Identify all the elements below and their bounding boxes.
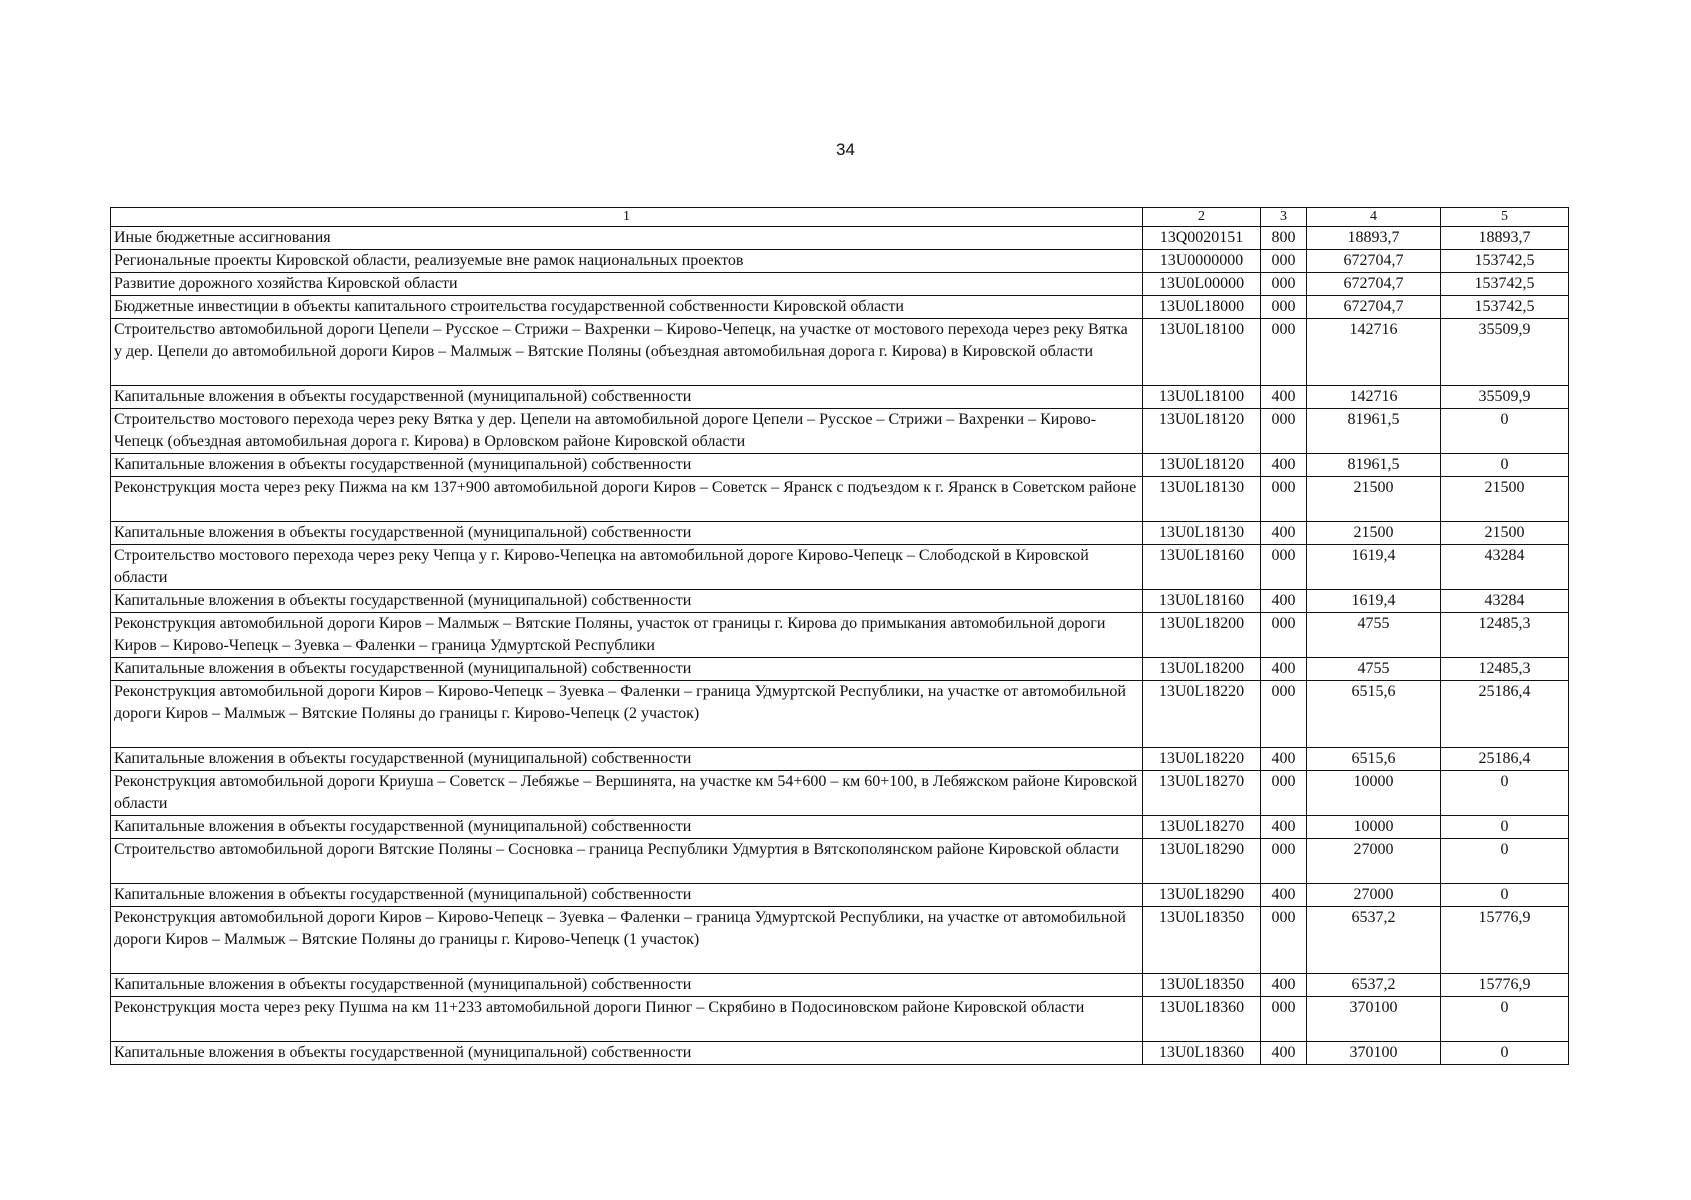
row-code-cell: 13U0L18350 [1143, 974, 1261, 997]
row-value-5-cell: 21500 [1441, 477, 1569, 522]
row-name-cell: Капитальные вложения в объекты государственной (муниципальной) собственности [111, 884, 1143, 907]
row-value-4-cell: 10000 [1307, 771, 1441, 816]
row-code-cell: 13U0L18100 [1143, 386, 1261, 409]
row-name-cell: Бюджетные инвестиции в объекты капитального строительства государственной собственности Кировской области [111, 296, 1143, 319]
row-value-4-cell: 27000 [1307, 884, 1441, 907]
row-type-cell: 000 [1261, 319, 1307, 386]
table-row [111, 386, 1569, 409]
row-value-4-cell: 21500 [1307, 522, 1441, 545]
table-row [111, 816, 1569, 839]
row-value-4-cell: 81961,5 [1307, 454, 1441, 477]
row-code-cell: 13U0L18160 [1143, 545, 1261, 590]
row-name-cell: Капитальные вложения в объекты государственной (муниципальной) собственности [111, 1042, 1143, 1065]
row-value-4-cell: 10000 [1307, 816, 1441, 839]
column-header-5: 5 [1441, 208, 1569, 227]
row-value-5-cell: 35509,9 [1441, 386, 1569, 409]
row-name-cell: Строительство мостового перехода через реку Вятка у дер. Цепели на автомобильной дороге Цепели – Русское – Стрижи – Вахренки – Кирово-Чепецк (объездная автомобильная дорога г. Кирова) в Орловском районе Кировской области [111, 409, 1143, 454]
row-value-5-cell: 25186,4 [1441, 681, 1569, 748]
row-name-cell: Развитие дорожного хозяйства Кировской области [111, 273, 1143, 296]
row-type-cell: 000 [1261, 273, 1307, 296]
row-value-5-cell: 153742,5 [1441, 250, 1569, 273]
row-name-cell: Реконструкция автомобильной дороги Киров – Кирово-Чепецк – Зуевка – Фаленки – граница Удмуртской Республики, на участке от автомобильной дороги Киров – Малмыж – Вятские Поляны до границы г. Кирово-Чепецк (1 участок) [111, 907, 1143, 974]
row-value-5-cell: 153742,5 [1441, 273, 1569, 296]
column-header-1: 1 [111, 208, 1143, 227]
row-value-5-cell: 153742,5 [1441, 296, 1569, 319]
row-value-5-cell: 25186,4 [1441, 748, 1569, 771]
row-code-cell: 13U0L18290 [1143, 884, 1261, 907]
row-value-4-cell: 370100 [1307, 1042, 1441, 1065]
row-type-cell: 000 [1261, 681, 1307, 748]
row-type-cell: 000 [1261, 477, 1307, 522]
row-value-5-cell: 12485,3 [1441, 658, 1569, 681]
row-name-cell: Строительство автомобильной дороги Цепели – Русское – Стрижи – Вахренки – Кирово-Чепецк, на участке от мостового перехода через реку Вятка у дер. Цепели до автомобильной дороги Киров – Малмыж – Вятские Поляны (объездная автомобильная дорога г. Кирова) в Кировской области [111, 319, 1143, 386]
row-name-cell: Капитальные вложения в объекты государственной (муниципальной) собственности [111, 658, 1143, 681]
row-value-4-cell: 1619,4 [1307, 545, 1441, 590]
row-type-cell: 000 [1261, 613, 1307, 658]
row-code-cell: 13U0L18220 [1143, 681, 1261, 748]
row-code-cell: 13U0L18100 [1143, 319, 1261, 386]
row-name-cell: Региональные проекты Кировской области, реализуемые вне рамок национальных проектов [111, 250, 1143, 273]
table-row [111, 907, 1569, 974]
table-header-row [111, 208, 1569, 227]
row-value-4-cell: 672704,7 [1307, 296, 1441, 319]
table-row [111, 477, 1569, 522]
row-value-4-cell: 81961,5 [1307, 409, 1441, 454]
row-name-cell: Реконструкция автомобильной дороги Криуша – Советск – Лебяжье – Вершинята, на участке км 54+600 – км 60+100, в Лебяжском районе Кировской области [111, 771, 1143, 816]
row-code-cell: 13U0L18350 [1143, 907, 1261, 974]
row-code-cell: 13U0L00000 [1143, 273, 1261, 296]
row-type-cell: 400 [1261, 816, 1307, 839]
row-value-5-cell: 43284 [1441, 545, 1569, 590]
row-type-cell: 000 [1261, 771, 1307, 816]
row-value-4-cell: 370100 [1307, 997, 1441, 1042]
row-name-cell: Капитальные вложения в объекты государственной (муниципальной) собственности [111, 748, 1143, 771]
table-row [111, 454, 1569, 477]
row-type-cell: 000 [1261, 839, 1307, 884]
table-row [111, 839, 1569, 884]
row-value-4-cell: 27000 [1307, 839, 1441, 884]
row-name-cell: Строительство автомобильной дороги Вятские Поляны – Сосновка – граница Республики Удмуртия в Вятскополянском районе Кировской области [111, 839, 1143, 884]
table-row [111, 974, 1569, 997]
row-name-cell: Капитальные вложения в объекты государственной (муниципальной) собственности [111, 454, 1143, 477]
row-type-cell: 400 [1261, 454, 1307, 477]
row-value-4-cell: 672704,7 [1307, 273, 1441, 296]
row-name-cell: Капитальные вложения в объекты государственной (муниципальной) собственности [111, 386, 1143, 409]
row-value-4-cell: 6515,6 [1307, 681, 1441, 748]
table-row [111, 319, 1569, 386]
row-type-cell: 000 [1261, 545, 1307, 590]
row-value-5-cell: 0 [1441, 884, 1569, 907]
table-row [111, 296, 1569, 319]
row-code-cell: 13U0L18200 [1143, 658, 1261, 681]
row-code-cell: 13U0L18360 [1143, 1042, 1261, 1065]
row-value-5-cell: 15776,9 [1441, 907, 1569, 974]
row-type-cell: 400 [1261, 884, 1307, 907]
row-value-4-cell: 142716 [1307, 319, 1441, 386]
row-value-5-cell: 0 [1441, 454, 1569, 477]
table-row [111, 1042, 1569, 1065]
row-name-cell: Реконструкция автомобильной дороги Киров – Малмыж – Вятские Поляны, участок от границы г. Кирова до примыкания автомобильной дороги Киров – Кирово-Чепецк – Зуевка – Фаленки – граница Удмуртской Республики [111, 613, 1143, 658]
row-code-cell: 13U0L18160 [1143, 590, 1261, 613]
budget-table [110, 207, 1569, 1065]
row-value-5-cell: 21500 [1441, 522, 1569, 545]
row-type-cell: 800 [1261, 227, 1307, 250]
row-value-4-cell: 142716 [1307, 386, 1441, 409]
row-value-5-cell: 15776,9 [1441, 974, 1569, 997]
table-row [111, 748, 1569, 771]
row-value-5-cell: 43284 [1441, 590, 1569, 613]
row-value-4-cell: 1619,4 [1307, 590, 1441, 613]
table-row [111, 545, 1569, 590]
row-type-cell: 000 [1261, 250, 1307, 273]
row-value-5-cell: 0 [1441, 816, 1569, 839]
row-value-4-cell: 21500 [1307, 477, 1441, 522]
table-row [111, 227, 1569, 250]
row-name-cell: Капитальные вложения в объекты государственной (муниципальной) собственности [111, 816, 1143, 839]
page-number: 34 [836, 140, 855, 159]
row-code-cell: 13U0000000 [1143, 250, 1261, 273]
row-type-cell: 400 [1261, 386, 1307, 409]
row-value-5-cell: 12485,3 [1441, 613, 1569, 658]
row-value-5-cell: 0 [1441, 771, 1569, 816]
row-name-cell: Реконструкция автомобильной дороги Киров – Кирово-Чепецк – Зуевка – Фаленки – граница Удмуртской Республики, на участке от автомобильной дороги Киров – Малмыж – Вятские Поляны до границы г. Кирово-Чепецк (2 участок) [111, 681, 1143, 748]
row-type-cell: 400 [1261, 748, 1307, 771]
row-name-cell: Капитальные вложения в объекты государственной (муниципальной) собственности [111, 974, 1143, 997]
row-type-cell: 400 [1261, 974, 1307, 997]
row-name-cell: Реконструкция моста через реку Пижма на км 137+900 автомобильной дороги Киров – Советск – Яранск с подъездом к г. Яранск в Советском районе [111, 477, 1143, 522]
row-type-cell: 400 [1261, 590, 1307, 613]
column-header-4: 4 [1307, 208, 1441, 227]
row-name-cell: Капитальные вложения в объекты государственной (муниципальной) собственности [111, 590, 1143, 613]
row-value-5-cell: 0 [1441, 1042, 1569, 1065]
table-row [111, 590, 1569, 613]
row-code-cell: 13U0L18120 [1143, 409, 1261, 454]
row-code-cell: 13U0L18220 [1143, 748, 1261, 771]
row-type-cell: 400 [1261, 522, 1307, 545]
row-type-cell: 400 [1261, 658, 1307, 681]
row-code-cell: 13U0L18120 [1143, 454, 1261, 477]
table-row [111, 681, 1569, 748]
table-row [111, 522, 1569, 545]
table-row [111, 884, 1569, 907]
row-value-4-cell: 672704,7 [1307, 250, 1441, 273]
row-value-4-cell: 18893,7 [1307, 227, 1441, 250]
row-type-cell: 400 [1261, 1042, 1307, 1065]
row-value-4-cell: 6537,2 [1307, 974, 1441, 997]
row-value-5-cell: 0 [1441, 409, 1569, 454]
table-row [111, 771, 1569, 816]
table-row [111, 273, 1569, 296]
row-code-cell: 13U0L18130 [1143, 477, 1261, 522]
row-name-cell: Реконструкция моста через реку Пушма на км 11+233 автомобильной дороги Пинюг – Скрябино в Подосиновском районе Кировской области [111, 997, 1143, 1042]
row-code-cell: 13U0L18290 [1143, 839, 1261, 884]
table-row [111, 997, 1569, 1042]
row-name-cell: Капитальные вложения в объекты государственной (муниципальной) собственности [111, 522, 1143, 545]
table-row [111, 658, 1569, 681]
column-header-3: 3 [1261, 208, 1307, 227]
table-row [111, 250, 1569, 273]
row-code-cell: 13U0L18000 [1143, 296, 1261, 319]
row-value-4-cell: 6537,2 [1307, 907, 1441, 974]
row-value-5-cell: 0 [1441, 997, 1569, 1042]
table-row [111, 409, 1569, 454]
table-row [111, 613, 1569, 658]
row-code-cell: 13U0L18270 [1143, 771, 1261, 816]
row-value-5-cell: 18893,7 [1441, 227, 1569, 250]
row-name-cell: Строительство мостового перехода через реку Чепца у г. Кирово-Чепецка на автомобильной дороге Кирово-Чепецк – Слободской в Кировской области [111, 545, 1143, 590]
row-value-5-cell: 35509,9 [1441, 319, 1569, 386]
row-value-5-cell: 0 [1441, 839, 1569, 884]
row-type-cell: 000 [1261, 907, 1307, 974]
row-code-cell: 13U0L18130 [1143, 522, 1261, 545]
row-value-4-cell: 4755 [1307, 613, 1441, 658]
row-name-cell: Иные бюджетные ассигнования [111, 227, 1143, 250]
row-value-4-cell: 6515,6 [1307, 748, 1441, 771]
column-header-2: 2 [1143, 208, 1261, 227]
row-code-cell: 13U0L18200 [1143, 613, 1261, 658]
row-code-cell: 13U0L18270 [1143, 816, 1261, 839]
row-value-4-cell: 4755 [1307, 658, 1441, 681]
row-code-cell: 13Q0020151 [1143, 227, 1261, 250]
row-type-cell: 000 [1261, 997, 1307, 1042]
row-type-cell: 000 [1261, 296, 1307, 319]
row-type-cell: 000 [1261, 409, 1307, 454]
row-code-cell: 13U0L18360 [1143, 997, 1261, 1042]
